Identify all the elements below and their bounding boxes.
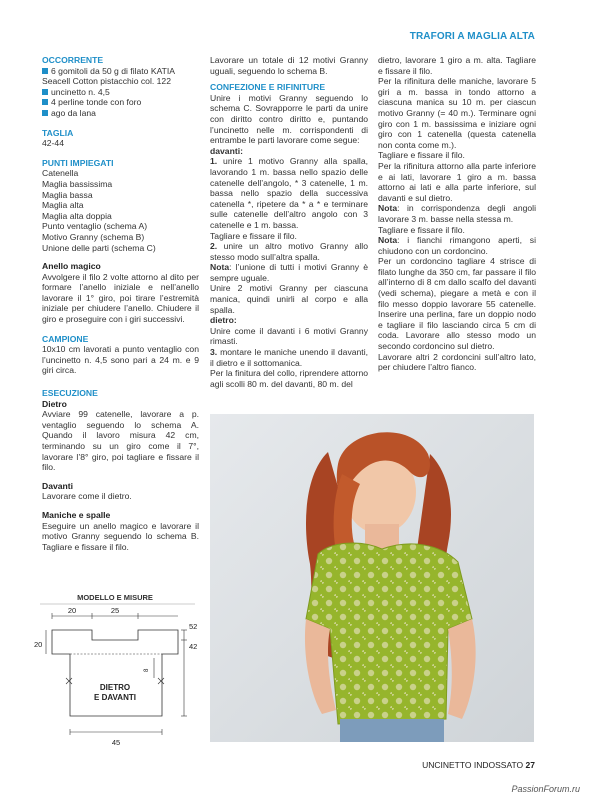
paragraph: Lavorare altri 2 cordoncini sull’altro lato, per chiudere l’altro fianco. [378,351,536,373]
photo-illustration [210,414,534,742]
esecuzione-heading: ESECUZIONE [42,388,98,399]
nota-text: Nota: i fianchi rimangono aperti, si chiudono con un cordoncino. [378,235,536,256]
measure-42: 42 [189,642,198,651]
punti-item: Maglia alta [42,200,84,211]
occorrente-item: uncinetto n. 4,5 [42,87,199,98]
bullet-icon [42,110,48,116]
campione-text: 10x10 cm lavorati a punto ventaglio con l’uncinetto n. 4,5 sono pari a 24 m. e 9 giri circa. [42,344,199,376]
magazine-name: UNCINETTO INDOSSATO [422,760,524,770]
unire-text: Unire 2 motivi Granny per ciascuna manica, quindi unirli al corpo e alla spalla. [210,283,368,315]
bullet-icon [42,89,48,95]
measure-45: 45 [111,738,121,747]
davanti-text: Lavorare come il dietro. [42,491,132,502]
measurements-diagram [34,592,198,750]
measure-52: 52 [189,622,198,631]
dietro-heading: Dietro [42,398,67,409]
measure-25: 25 [110,606,120,615]
dietro-text: Avviare 99 catenelle, lavorare a p. ventaglio seguendo lo schema A. Quando il lavoro misura 42 cm, terminando su un giro come il 7°, lavorare l’8° giro, poi tagliare e fissare il filo. [42,409,199,473]
section-title: TRAFORI A MAGLIA ALTA [409,31,535,42]
davanti-label: davanti: [210,145,243,156]
tagliare-text: Tagliare e fissare il filo. [210,230,297,241]
punti-item: Punto ventaglio (schema A) [42,221,148,232]
piece-label-2: E DAVANTI [94,693,136,702]
watermark: PassionForum.ru [511,784,580,794]
column-2 [210,55,368,389]
paragraph: Per un cordoncino tagliare 4 strisce di filato lunghe da 350 cm, far passare il filo all’interno di 8 cm dallo scalfo del davanti (vedi schema), piegare a metà e con il filo messo doppio lavorare 55 catenelle. Inserire una perlina, fare un doppio nodo e tagliare il filo lasciando circa 5 cm di coda. Lavorare allo stesso modo un secondo cordoncino sul dietro. [378,256,536,352]
cord-mark-icon [66,678,72,684]
measure-20-left: 20 [34,640,43,649]
diagram-title: MODELLO E MISURE [77,593,153,602]
paragraph: Per la rifinitura attorno alla parte inferiore e ai lati, lavorare 1 giro a m. bassa attorno ai lati e alla parte inferiore, sul davanti e sul dietro. [378,160,536,203]
page-footer [422,760,535,770]
punti-item: Maglia bassa [42,189,93,200]
taglia-heading: TAGLIA [42,127,74,138]
measure-20-top: 20 [67,606,77,615]
davanti-heading: Davanti [42,480,74,491]
cord-mark-icon [158,678,164,684]
column-1 [42,55,199,552]
punti-heading: PUNTI IMPIEGATI [42,157,114,168]
occorrente-heading: OCCORRENTE [42,55,104,65]
nota-text: Nota: l’unione di tutti i motivi Granny è sempre uguale. [210,262,368,283]
paragraph: dietro, lavorare 1 giro a m. alta. Tagliare e fissare il filo. [378,55,536,76]
bullet-icon [42,68,48,74]
anello-heading: Anello magico [42,261,101,272]
column-3 [378,55,536,373]
step-3: 3. montare le maniche unendo il davanti, il dietro e il sottomanica. [210,347,368,368]
dietro-unire-text: Unire come il davanti i 6 motivi Granny rimasti. [210,325,368,347]
step-number: 1. [210,156,218,167]
paragraph: Per la rifinitura delle maniche, lavorare 5 giri a m. bassa in tondo attorno a ciascuna manica su 10 m. per ciascun motivo Granny (= 40 m.). Terminare ogni giro con 1 m. bassissima e iniziare ogni giro con 1 catenella (questa catenella non conta come m.). [378,76,536,150]
maniche-text: Eseguire un anello magico e lavorare il motivo Granny seguendo lo schema B. Tagliare e fissare il filo. [42,520,199,552]
taglia-value: 42-44 [42,138,64,149]
occorrente-item: ago da lana [42,108,199,119]
measure-8: 8 [144,668,150,672]
campione-heading: CAMPIONE [42,333,89,344]
nota-text: Nota: in corrispondenza degli angoli lavorare 3 m. basse nella stessa m. [378,203,536,224]
punti-item: Maglia alta doppia [42,210,112,221]
garment-outline [52,630,178,716]
piece-label-1: DIETRO [99,683,131,692]
confezione-heading: CONFEZIONE E RIFINITURE [210,82,326,93]
intro-text: Lavorare un totale di 12 motivi Granny uguali, seguendo lo schema B. [210,55,368,76]
maniche-heading: Maniche e spalle [42,509,111,520]
finitura-text: Per la finitura del collo, riprendere attorno agli scolli 80 m. del davanti, 80 m. del [210,368,368,389]
punti-item: Unione delle parti (schema C) [42,242,156,253]
step-1: 1. unire 1 motivo Granny alla spalla, lavorando 1 m. bassa nello spazio delle catenelle dell’angolo, * 3 catenelle, 1 m. bassa nello spazio della successiva catenella *, ripetere da * a * e terminare sulle catenelle dell’altro angolo con 3 catenelle e 1 m. bassa. [210,156,368,230]
occorrente-item: 4 perline tonde con foro [42,97,199,108]
anello-text: Avvolgere il filo 2 volte attorno al dito per formare l’anello iniziale e nell’anello lavorare il 1° giro, poi tirare l’estremità iniziale per chiudere l’anello. Chiudere il giro e proseguire con i giri successivi. [42,271,199,325]
paragraph: Tagliare e fissare il filo. [378,224,465,235]
punti-item: Motivo Granny (schema B) [42,231,145,242]
page-number: 27 [525,760,535,770]
model-photo [210,414,534,742]
paragraph: Tagliare e fissare il filo. [378,150,465,161]
dietro-label: dietro: [210,315,237,326]
step-number: 2. [210,241,218,252]
bullet-icon [42,99,48,105]
punti-item: Catenella [42,168,79,179]
step-number: 3. [210,347,218,358]
step-2: 2. unire un altro motivo Granny allo stesso modo sull’altra spalla. [210,241,368,262]
confezione-text: Unire i motivi Granny seguendo lo schema C. Sovrapporre le parti da unire con diritto contro diritto e, puntando l’uncinetto nelle m. corrispondenti di entrambe le parti lavorare come segue: [210,92,368,146]
occorrente-item: 6 gomitoli da 50 g di filato KATIA Seacell Cotton pistacchio col. 122 [42,65,175,87]
punti-item: Maglia bassissima [42,178,113,189]
